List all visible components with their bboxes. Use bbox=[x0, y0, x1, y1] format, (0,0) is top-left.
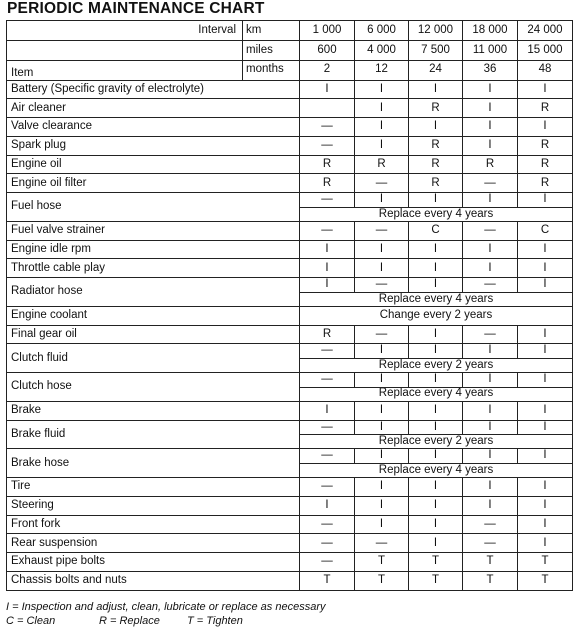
schedule-cell: I bbox=[518, 118, 573, 137]
item-name: Engine oil filter bbox=[7, 174, 300, 193]
item-column-header: Item bbox=[7, 60, 243, 80]
schedule-cell: I bbox=[409, 344, 463, 358]
table-row bbox=[7, 259, 573, 278]
schedule-cell: I bbox=[355, 118, 409, 137]
item-name: Radiator hose bbox=[7, 278, 300, 307]
table-row bbox=[7, 221, 573, 240]
schedule-cell: I bbox=[518, 325, 573, 344]
schedule-cell: I bbox=[518, 80, 573, 99]
item-name: Front fork bbox=[7, 515, 300, 534]
schedule-cell: R bbox=[409, 155, 463, 174]
schedule-cell: I bbox=[409, 193, 463, 207]
schedule-cell: T bbox=[409, 571, 463, 590]
schedule-cell: I bbox=[409, 259, 463, 278]
unit-label: miles bbox=[243, 40, 300, 60]
legend-clean: C = Clean bbox=[6, 615, 56, 627]
schedule-cell: — bbox=[355, 174, 409, 193]
page-title: PERIODIC MAINTENANCE CHART bbox=[7, 0, 265, 17]
schedule-cell: T bbox=[518, 553, 573, 572]
replacement-note: Replace every 2 years bbox=[300, 358, 573, 372]
schedule-cell: I bbox=[518, 478, 573, 497]
table-row bbox=[7, 80, 573, 99]
replacement-note: Replace every 4 years bbox=[300, 463, 573, 477]
item-name: Fuel valve strainer bbox=[7, 221, 300, 240]
schedule-cell: — bbox=[300, 221, 355, 240]
table-row bbox=[7, 278, 573, 292]
schedule-cell: I bbox=[409, 534, 463, 553]
schedule-cell: R bbox=[518, 155, 573, 174]
schedule-cell: I bbox=[463, 193, 518, 207]
table-row bbox=[7, 155, 573, 174]
item-name: Clutch fluid bbox=[7, 344, 300, 373]
interval-value: 11 000 bbox=[463, 40, 518, 60]
schedule-cell: — bbox=[300, 534, 355, 553]
schedule-cell: I bbox=[463, 99, 518, 118]
schedule-cell: I bbox=[300, 259, 355, 278]
schedule-cell: I bbox=[355, 515, 409, 534]
table-row bbox=[7, 193, 573, 207]
schedule-cell: T bbox=[355, 553, 409, 572]
item-name: Valve clearance bbox=[7, 118, 300, 137]
legend-codes bbox=[6, 615, 243, 627]
table-row bbox=[7, 401, 573, 420]
schedule-cell: — bbox=[300, 478, 355, 497]
schedule-cell: I bbox=[409, 240, 463, 259]
schedule-cell: I bbox=[518, 240, 573, 259]
table-row bbox=[7, 306, 573, 325]
schedule-cell: I bbox=[355, 136, 409, 155]
schedule-cell: I bbox=[518, 193, 573, 207]
item-name: Engine coolant bbox=[7, 306, 300, 325]
schedule-cell: I bbox=[463, 401, 518, 420]
schedule-cell: I bbox=[463, 344, 518, 358]
schedule-cell: R bbox=[409, 174, 463, 193]
schedule-cell: — bbox=[300, 515, 355, 534]
schedule-cell: I bbox=[463, 420, 518, 434]
schedule-cell: I bbox=[355, 80, 409, 99]
schedule-cell: I bbox=[355, 373, 409, 387]
item-name: Rear suspension bbox=[7, 534, 300, 553]
schedule-cell: — bbox=[300, 449, 355, 463]
schedule-cell: T bbox=[518, 571, 573, 590]
interval-value: 24 000 bbox=[518, 21, 573, 41]
replacement-note: Replace every 4 years bbox=[300, 207, 573, 221]
schedule-cell: I bbox=[300, 496, 355, 515]
interval-value: 15 000 bbox=[518, 40, 573, 60]
schedule-cell: I bbox=[300, 240, 355, 259]
schedule-cell: I bbox=[518, 515, 573, 534]
schedule-cell: — bbox=[300, 420, 355, 434]
unit-label: km bbox=[243, 21, 300, 41]
schedule-cell: I bbox=[409, 401, 463, 420]
item-name: Throttle cable play bbox=[7, 259, 300, 278]
schedule-cell: I bbox=[518, 449, 573, 463]
interval-value: 600 bbox=[300, 40, 355, 60]
schedule-cell: T bbox=[300, 571, 355, 590]
replacement-note: Replace every 2 years bbox=[300, 435, 573, 449]
item-name: Fuel hose bbox=[7, 193, 300, 222]
schedule-cell: I bbox=[300, 278, 355, 292]
schedule-cell: I bbox=[355, 478, 409, 497]
table-row bbox=[7, 571, 573, 590]
schedule-cell: — bbox=[355, 278, 409, 292]
interval-value: 12 000 bbox=[409, 21, 463, 41]
schedule-cell: — bbox=[463, 325, 518, 344]
schedule-cell: — bbox=[463, 174, 518, 193]
item-name: Final gear oil bbox=[7, 325, 300, 344]
replacement-note: Replace every 4 years bbox=[300, 387, 573, 401]
table-row bbox=[7, 534, 573, 553]
schedule-cell: T bbox=[463, 571, 518, 590]
item-name: Steering bbox=[7, 496, 300, 515]
schedule-cell: — bbox=[463, 278, 518, 292]
schedule-cell bbox=[300, 99, 355, 118]
item-name: Engine idle rpm bbox=[7, 240, 300, 259]
schedule-cell: C bbox=[409, 221, 463, 240]
schedule-cell: I bbox=[409, 278, 463, 292]
item-name: Spark plug bbox=[7, 136, 300, 155]
legend-inspection: I = Inspection and adjust, clean, lubricate or replace as necessary bbox=[6, 601, 326, 613]
interval-value: 6 000 bbox=[355, 21, 409, 41]
header-blank-cell bbox=[7, 40, 243, 60]
schedule-cell: — bbox=[300, 118, 355, 137]
interval-value: 1 000 bbox=[300, 21, 355, 41]
schedule-cell: I bbox=[463, 449, 518, 463]
schedule-cell: I bbox=[518, 259, 573, 278]
item-name: Engine oil bbox=[7, 155, 300, 174]
schedule-cell: I bbox=[463, 496, 518, 515]
interval-value: 24 bbox=[409, 60, 463, 80]
replacement-note: Replace every 4 years bbox=[300, 292, 573, 306]
schedule-cell: I bbox=[409, 496, 463, 515]
schedule-cell: I bbox=[518, 420, 573, 434]
item-name: Clutch hose bbox=[7, 373, 300, 402]
schedule-cell: I bbox=[355, 496, 409, 515]
schedule-cell: — bbox=[463, 221, 518, 240]
table-row bbox=[7, 478, 573, 497]
schedule-cell: I bbox=[518, 278, 573, 292]
table-row bbox=[7, 373, 573, 387]
schedule-cell: I bbox=[518, 373, 573, 387]
table-row bbox=[7, 449, 573, 463]
schedule-cell: — bbox=[355, 534, 409, 553]
schedule-cell: I bbox=[463, 118, 518, 137]
schedule-cell: I bbox=[355, 259, 409, 278]
item-name: Battery (Specific gravity of electrolyte) bbox=[7, 80, 300, 99]
schedule-cell: I bbox=[355, 99, 409, 118]
table-row bbox=[7, 515, 573, 534]
schedule-cell: R bbox=[300, 174, 355, 193]
interval-value: 2 bbox=[300, 60, 355, 80]
schedule-cell: C bbox=[518, 221, 573, 240]
schedule-cell: I bbox=[355, 420, 409, 434]
legend-tighten: T = Tighten bbox=[187, 615, 243, 627]
interval-value: 48 bbox=[518, 60, 573, 80]
interval-label: Interval bbox=[7, 21, 243, 41]
interval-value: 18 000 bbox=[463, 21, 518, 41]
header-row bbox=[7, 60, 573, 80]
interval-value: 12 bbox=[355, 60, 409, 80]
item-name: Brake hose bbox=[7, 449, 300, 478]
table-row bbox=[7, 420, 573, 434]
schedule-cell: I bbox=[518, 534, 573, 553]
schedule-cell: R bbox=[300, 325, 355, 344]
table-row bbox=[7, 240, 573, 259]
item-name: Brake fluid bbox=[7, 420, 300, 449]
schedule-cell: I bbox=[409, 325, 463, 344]
schedule-cell: — bbox=[300, 344, 355, 358]
schedule-cell: I bbox=[463, 373, 518, 387]
replacement-note: Change every 2 years bbox=[300, 306, 573, 325]
unit-label: months bbox=[243, 60, 300, 80]
schedule-cell: I bbox=[463, 136, 518, 155]
schedule-cell: R bbox=[518, 136, 573, 155]
schedule-cell: — bbox=[463, 534, 518, 553]
schedule-cell: R bbox=[463, 155, 518, 174]
schedule-cell: I bbox=[300, 80, 355, 99]
schedule-cell: I bbox=[409, 80, 463, 99]
schedule-cell: T bbox=[463, 553, 518, 572]
schedule-cell: I bbox=[355, 240, 409, 259]
schedule-cell: I bbox=[355, 193, 409, 207]
table-row bbox=[7, 325, 573, 344]
schedule-cell: I bbox=[409, 515, 463, 534]
table-row bbox=[7, 174, 573, 193]
schedule-cell: I bbox=[355, 344, 409, 358]
schedule-cell: I bbox=[518, 496, 573, 515]
table-row bbox=[7, 99, 573, 118]
table-row bbox=[7, 136, 573, 155]
table-row bbox=[7, 496, 573, 515]
schedule-cell: R bbox=[300, 155, 355, 174]
item-name: Brake bbox=[7, 401, 300, 420]
schedule-cell: T bbox=[409, 553, 463, 572]
schedule-cell: I bbox=[463, 259, 518, 278]
interval-value: 4 000 bbox=[355, 40, 409, 60]
schedule-cell: R bbox=[518, 174, 573, 193]
legend-replace: R = Replace bbox=[99, 615, 160, 627]
schedule-cell: I bbox=[518, 344, 573, 358]
item-name: Tire bbox=[7, 478, 300, 497]
schedule-cell: — bbox=[300, 373, 355, 387]
schedule-cell: — bbox=[355, 325, 409, 344]
schedule-cell: R bbox=[518, 99, 573, 118]
schedule-cell: I bbox=[463, 478, 518, 497]
schedule-cell: I bbox=[409, 478, 463, 497]
schedule-cell: — bbox=[300, 136, 355, 155]
schedule-cell: — bbox=[300, 553, 355, 572]
schedule-cell: — bbox=[463, 515, 518, 534]
schedule-cell: I bbox=[355, 401, 409, 420]
schedule-cell: I bbox=[409, 118, 463, 137]
header-row bbox=[7, 40, 573, 60]
schedule-cell: I bbox=[463, 80, 518, 99]
interval-value: 7 500 bbox=[409, 40, 463, 60]
schedule-cell: I bbox=[409, 420, 463, 434]
schedule-cell: T bbox=[355, 571, 409, 590]
schedule-cell: R bbox=[355, 155, 409, 174]
interval-value: 36 bbox=[463, 60, 518, 80]
schedule-cell: R bbox=[409, 99, 463, 118]
schedule-cell: I bbox=[355, 449, 409, 463]
maintenance-table bbox=[6, 20, 573, 591]
schedule-cell: I bbox=[409, 449, 463, 463]
schedule-cell: I bbox=[300, 401, 355, 420]
schedule-cell: I bbox=[463, 240, 518, 259]
table-row bbox=[7, 118, 573, 137]
header-row bbox=[7, 21, 573, 41]
item-name: Chassis bolts and nuts bbox=[7, 571, 300, 590]
schedule-cell: — bbox=[300, 193, 355, 207]
item-name: Air cleaner bbox=[7, 99, 300, 118]
table-row bbox=[7, 553, 573, 572]
table-row bbox=[7, 344, 573, 358]
schedule-cell: I bbox=[518, 401, 573, 420]
item-name: Exhaust pipe bolts bbox=[7, 553, 300, 572]
schedule-cell: — bbox=[355, 221, 409, 240]
schedule-cell: I bbox=[409, 373, 463, 387]
schedule-cell: R bbox=[409, 136, 463, 155]
